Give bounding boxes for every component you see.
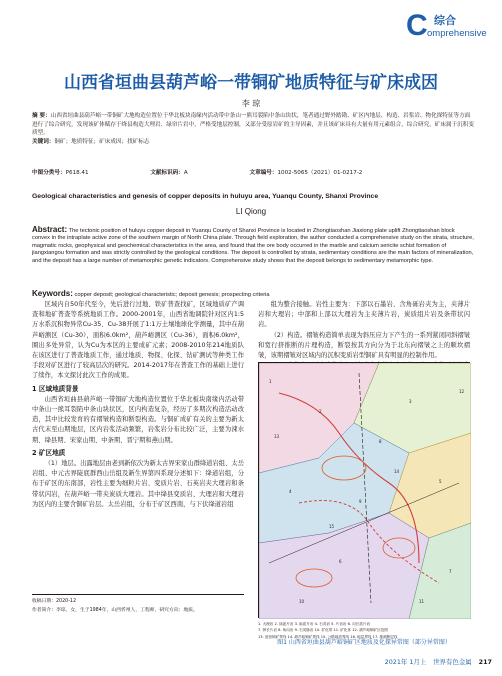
article-meta-zh xyxy=(32,168,474,176)
section-heading-regional-geology: 1 区域地质背景 xyxy=(32,384,79,393)
clc-value: P618.41 xyxy=(65,170,89,176)
legend-row: 13. 宽营铜矿界线 14. 葫芦峪铜矿界线 15. 公路地质界线 16. 地层界线 17. 推测断层线 xyxy=(258,634,398,639)
author-info: 作者简介：李琼，女，生于1984年，山西忻州人，工程师，研究方向：地质。 xyxy=(32,607,198,613)
doc-code-value: A xyxy=(183,170,188,176)
footer-page-number: 217 xyxy=(478,658,492,666)
abstract-zh-text: 山西省垣曲县葫芦峪一带铜矿大地构造位置位于华北板块南缘内活动带中条山一熊耳裂陷中条山块状，笔者通过野外踏勘、矿区内地层、构造、岩浆岩、物化探特征等方面进行了综合研究，发现该矿体赋存于绛县构造大理岩、绿帘片岩中，严格受地层控制，又部分受原岩矿的主导因素，并且该矿床具有大量有用元素组合，综合研究，矿床属于沉积变质型。 xyxy=(32,113,474,137)
abstract-zh xyxy=(32,112,474,146)
footnote xyxy=(32,594,244,615)
map-number-label: 11 xyxy=(419,599,425,604)
author-zh: 李 琼 xyxy=(241,99,261,108)
article-title-zh: 山西省垣曲县葫芦峪一带铜矿地质特征与矿床成因 xyxy=(64,73,438,93)
map-number-label: 1 xyxy=(269,379,272,384)
map-number-label: 4 xyxy=(289,489,292,494)
map-number-label: 6 xyxy=(339,559,342,564)
section-heading-mine-geology: 2 矿区地质 xyxy=(32,448,66,457)
map-number-label: 5 xyxy=(439,479,442,484)
geological-map-figure xyxy=(258,362,470,618)
legend-row: 7. 钾长片岩 8. 角闪岩 9. 石英脉岩 10. 矿化带 11. 矿化体 12. 葫芦峪铜矿区范围 xyxy=(258,628,388,633)
abstract-en-text: The tectonic position of huluyu copper deposit in Yuanqu County of Shanxi Province is located in Zhongtiaoshan Jiaxiong plate uplift Zhongtiaoshan block convex in the intraplate active zone of the southern margin of North China plate. Through field exploration, the author conducted a comprehensive study on the strata, structure, magmatic rocks, geophysical and geochemical characteristics in the area, and found that the ore body occurred in the marble and calcium sericite schist formation of jiangxiangou formation and was strictly controlled by the geological conditions. The deposit is controlled by strata, sedimentary conditions are the main factors of mineralization, and the deposit has a large number of metamorphic genetic indicators. Comprehensive study shows that the deposit belongs to sedimentary metamorphic type. xyxy=(32,228,474,264)
keywords-en xyxy=(32,289,474,298)
map-number-label: 2 xyxy=(319,409,322,414)
keywords-en-text: copper deposit; geological characteristic; deposit genesis; prospecting criteria xyxy=(74,292,270,298)
keywords-zh-text: 铜矿；地质特征；矿床成因；找矿标志 xyxy=(54,138,150,145)
map-number-label: 7 xyxy=(449,569,452,574)
map-number-label: 14 xyxy=(394,469,400,474)
badge-en-label: omprehensive xyxy=(427,28,487,39)
map-number-label: 9 xyxy=(359,499,362,504)
strata-continued-paragraph: 组为整合接触。岩性主要为：下部以石墨岩、含角砾岩夹为主，夹薄片岩和大理岩；中部和上部以大理岩为主夹薄片岩，炭质组片岩及条带状闪岩。 xyxy=(258,301,470,329)
author-en: LI Qiong xyxy=(235,207,267,216)
article-title-en: Geological characteristics and genesis of copper deposits in huluyu area, Yuanqu County, Shanxi Province xyxy=(32,193,379,200)
page-footer xyxy=(0,657,492,666)
legend-row: 1. 大理岩 2. 绿泥片岩 3. 砾质片岩 4. 石英岩 5. 片岩岩 6. 闪长质片岩 xyxy=(258,622,371,626)
abstract-en-label: Abstract: xyxy=(32,225,68,234)
map-number-label: 15 xyxy=(329,524,335,529)
article-id-label: 文章编号： xyxy=(249,170,278,176)
map-number-label: 8 xyxy=(379,439,382,444)
column-badge xyxy=(404,9,487,44)
footer-journal: 世界有色金属 xyxy=(433,658,472,666)
article-id-value: 1002-5065（2021）01-0217-2 xyxy=(277,170,363,176)
keywords-en-label: Keywords: xyxy=(32,289,73,298)
structure-paragraph: （2）构造。褶皱构造简单表现为斜压应力下产生的一系列紧闭同斜褶皱和宽行挤推断的片理构造，断裂按其方向分为于北东向褶皱之上的顺坎褶皱，该期褶皱对区域内的沉积变质岩型铜矿具有明显的控制作用。 xyxy=(258,331,470,360)
footer-issue: 2021年 1月上 xyxy=(384,658,427,666)
doc-code-label: 文献标识码： xyxy=(150,170,184,176)
figure-caption: 图1 山西省垣曲县葫芦峪铜矿区地质及化探异常图（部分异常图） xyxy=(277,639,451,646)
map-number-label: 13 xyxy=(274,434,280,439)
abstract-en xyxy=(32,226,474,265)
received-date: 收稿日期：2020-12 xyxy=(32,599,77,604)
badge-zh-label: 综合 xyxy=(434,14,456,27)
strata-paragraph: （1）地层。出露地层由老到新依次为新太古界宋家山群绛道岩组、太岳岩组、中元古界陡底群西山岳组及新生界第四系现分述如下：绛道岩组，分布于矿区的东南部，岩性主要为细粒片岩、变质片岩、石英岩夹大理岩和条带状闪岩，在葫芦峪一带夹炭质大理岩。其中绛县变质岩、大理岩和大理岩为区内的主要含铜矿岩层。太岳岩组，分布于矿区西南，与下伏绛道岩组 xyxy=(32,460,244,508)
body-column-left xyxy=(32,300,244,510)
map-number-label: 3 xyxy=(409,399,412,404)
map-number-label: 10 xyxy=(299,599,305,604)
geological-map-image xyxy=(259,363,471,619)
keywords-zh-label: 关键词： xyxy=(32,138,55,145)
regional-geology-paragraph: 山西省垣曲县葫芦峪一带铜矿大地构造位置位于华北板块南缘内活动带中条山一熊耳裂陷中条山块状区，区内构造复杂，经历了多期次构造活动改造，其中比较发育的有褶皱构造和断裂构造。与铜矿成矿有关的主要为新太古代末至山期地层，区内岩浆活动频繁，岩浆岩分布比较广泛，主要为涑水期、绛县期、宋家山期、中条期、晋宁期和燕山期。 xyxy=(32,395,244,444)
clc-label: 中图分类号： xyxy=(32,170,66,176)
map-number-label: 12 xyxy=(459,389,465,394)
badge-letter: C xyxy=(406,9,428,42)
abstract-zh-label: 摘 要： xyxy=(32,113,51,119)
intro-paragraph: 区域内自50年代至今，先后进行过地、铁矿普查找矿，区域地质矿产调查和地矿普查等系统地质工作。2000-2001年，山西省地调院针对区内1:5万水系沉积物异常Cu-35、Cu-38开展了1:1万土壤地球化学测量，其中在葫芦峪测区（Cu-30），面积6.0km²，葫芦峪测区（Cu-36），面积6.0km²，圈出多处异常，认为Cu为本区的主要成矿元素；2008-2010年214地质队在该区进行了普查地质工作，通过地质、物探、化探、钻矿测试等种类工作手段对矿区进行了较高层次的研究。2014-2017年在普查工作的基础上进行了续作，本文探讨此次工作的成果。 xyxy=(32,301,244,380)
